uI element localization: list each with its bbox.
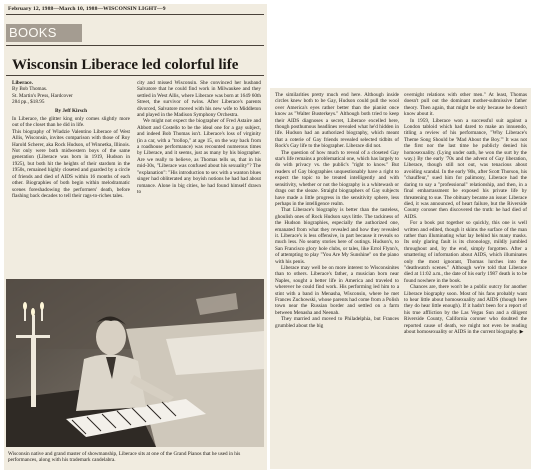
headline: Wisconsin Liberace led colorful life <box>12 57 239 73</box>
section-banner-label: BOOKS <box>9 25 57 40</box>
col3-paragraph: They married and moved to Philadelphia, but Frances grumbled about the big <box>275 316 399 329</box>
col3-paragraph: The question of how much to reveal of a closeted Gay star's life remains a problematical one, which has largely to do with privacy vs. the public's "right to know." But readers of Gay biographies unquestionably have a right to expect the topic to be treated intelligently and with sensitivity, whether or not the biography is a whitewash or drags out the sleaze. Straight biographers of Gay subjects have made a little progress in the sensitivity sphere, less perhaps in the intelligence realm. <box>275 149 399 207</box>
col1-paragraph: This biography of Wladzie Valentino Liberace of West Allis, Wisconsin, invites comparison with those of Roy Harold Scherer, aka Rock Hudson, of Winnetka, Illinois. Not only were both midwestern boys of the same generation (Liberace was born in 1919, Hudson in 1925), but both hit the heights of their stardom in the 1950s, remained highly closeted and guarded by a circle of friends and died of AIDS within 16 months of each other. Biographies of both begin within melodramatic scenes foreshadowing the performers' death, before flashing back decades to tell their rags-to-riches tales. <box>12 128 130 199</box>
page-header: February 12, 1988—March 10, 1988—WISCONSIN LIGHT—9 <box>8 6 166 12</box>
header-rule <box>6 14 264 15</box>
headline-rule <box>6 75 264 76</box>
col4-paragraph: Chances are, there won't be a public outcry for another Liberace biography soon. Most of his fans probably want to hear little about homosexuality and AIDS (though here they do hear little enough). If it hadn't been for a report of his true affliction by the Las Vegas Sun and a diligent Riverside County, California coroner who doubted the reported cause of death, we might not even be reading about homosexuality or AIDS in the current biography. ▶ <box>404 284 527 336</box>
col2-paragraph: We might not expect the biographer of Fred Astaire and Abbott and Costello to be the ideal one for a gay subject, and indeed Bob Thomas isn't. Liberace's loss of virginity (in a car, with a "trollop," at age 15, on the way back from a roadhouse performance) was recounted numerous times by Liberace, and it seems, just as many by his biographer. Are we really to believe, as Thomas tells us, that in his mid-30s, "Liberace was confused about his sexuality"? The "explanation": "His introduction to sex with a wanton blues singer had obliterated any boyish notions he had had about romance. Alone in big cities, he had found himself drawn to <box>137 118 261 195</box>
liberace-piano-photo <box>6 279 264 447</box>
article-column-2 <box>137 80 261 195</box>
byline: By Jeff Kirsch <box>55 107 87 114</box>
banner-rule <box>6 45 264 46</box>
article-column-3 <box>275 92 399 329</box>
book-publisher: St. Martin's Press, Hardcover <box>12 92 73 99</box>
col4-paragraph: For a book put together so quickly, this one is well written and edited, though it skims the surface of the man rather than illuminating what lay behind his many masks. Its only glaring fault is its chronology, mildly jumbled throughout and, by the end, simply forgotten. After a smattering of information about AIDS, which illuminates only the most ignorant, Thomas lurches into the "deathwatch scenes." Although we're told that Liberace died at 11:02 a.m., the date of his early 1987 death is to be found nowhere in the book. <box>404 220 527 284</box>
book-pages-price: 284 pp., $18.95 <box>12 99 45 106</box>
col2-paragraph: city and missed Wisconsin. She convinced her husband Salvatore that he could find work in Milwaukee and they settled in West Allis, where Liberace was born at 1649 60th Street, the survivor of twins. After Liberace's parents divorced, Salvatore moved with his new wife to Middleton and played in the Madison Symphony Orchestra. <box>137 80 261 119</box>
section-banner <box>6 24 82 42</box>
col4-paragraph: overnight relations with other men." At least, Thomas doesn't pull out the dominant mother-submissive father theory. Then again, that might be only because he doesn't know about it. <box>404 92 527 118</box>
col4-paragraph: In 1959, Liberace won a successful suit against a London tabloid which had dared to make an innuendo, titling a review of his performance, "Why Liberace's Theme Song Should be 'Mad About the Boy.'" It was not the first nor the last time he publicly denied his homosexuality. (Lying under oath, he won the surt by the way.) By the early '70s and the advent of Gay liberation, Liberace, though still not out, was tenacious about avoiding scandal. In the early '80s, after Scott Thorson, his "chauffeur," sued him for palimony, Liberace had the daring to say a "professional" relationship, and then, in a final embarrassment he exposed his private life by threatening to sue. The obituary became an issue: Liberace died, it was announced, of heart failure, but the Riverside County coroner then discovered the truth: he had died of AIDS. <box>404 117 527 220</box>
book-author: By Bob Thomas. <box>12 86 48 93</box>
article-column-1 <box>12 80 130 199</box>
col3-paragraph: Liberace may well be on more interest to Wisconsinites than to others. Liberace's father, a musician born near Naples, sought a better life in America and traveled to wherever he could find work. His performing led him to a stint with a band in Menasha, Wisconsin, where he met Frances Zuchowski, whose parents had come from a Polish town near the Russian border and settled on a farm between Menasha and Neenah. <box>275 264 399 316</box>
col3-paragraph: The similarities pretty much end here. Although inside circles knew both to be Gay, Hudson could pull the wool over America's eyes rather better than the pianist once know as "Walter Busterkeys." Although both tried to keep their AIDS diagnoses a secret, Liberace excelled here, though posthumous headlines revealed what he'd hidden in life. Hudson had an authorized biography, which meant that a coterie of Gay friends revealed selected tidbits of Rock's Gay life to the biographer. Liberace did not. <box>275 92 399 150</box>
col1-paragraph: In Liberace, the glitter king only comes slightly more out of the closet than he did in life. <box>12 116 130 129</box>
photo-illustration <box>6 279 264 447</box>
book-title: Liberace. <box>12 80 33 86</box>
article-column-4 <box>404 92 527 335</box>
col3-paragraph: That Liberace's biography is better than the tasteless, ghoulish ones of Rock Hudson says little. The tackiness of the Hudson biographies, especially the authorized one, emanated from what they revealed and how they revealed it. Liberace's is less offensive, in part because it reveals so much less. No seamy stories here of outings. Hudson's, to San Francisco glory hole clubs, or tales, like Errol Flynn's, of attempting to play "You Are My Sunshine" on the piano with his penis. <box>275 207 399 265</box>
photo-caption: Wisconsin native and grand master of showmanship, Liberace sits at one of the Grand Pianos that he used in his performances, along with his trademark candelabra. <box>8 451 241 464</box>
